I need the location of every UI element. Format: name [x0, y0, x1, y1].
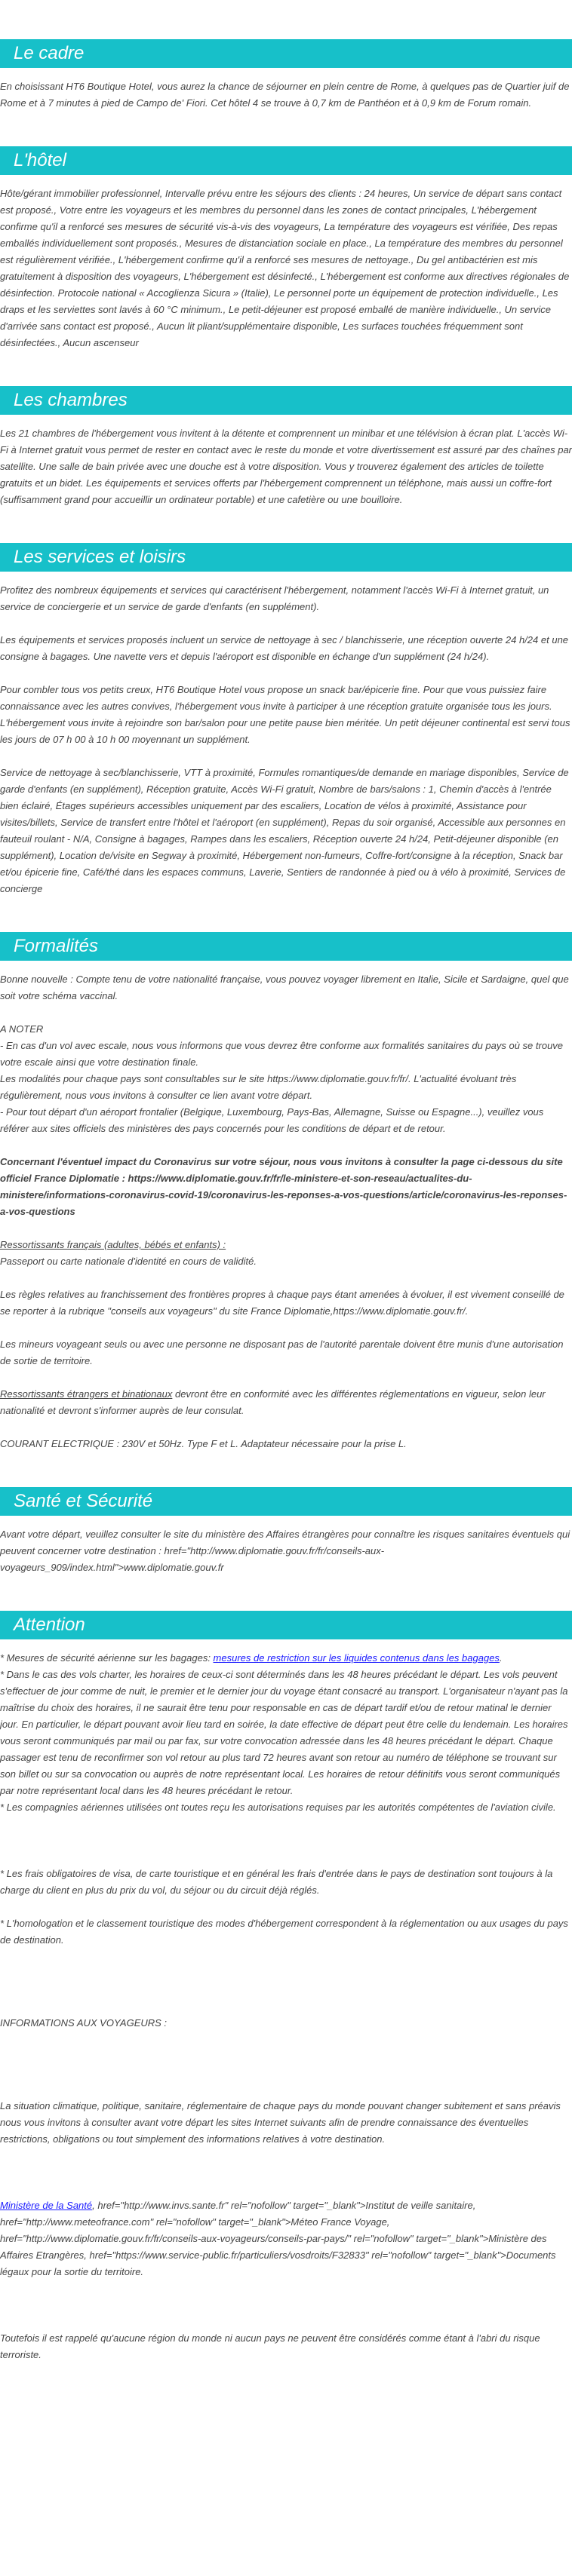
formalites-intro: Bonne nouvelle : Compte tenu de votre nationalité française, vous pouvez voyager librement en Italie, Sicile et Sardaigne, quel que soit votre schéma vaccinal.	[0, 974, 569, 1001]
situation-line-2: nous vous invitons à consulter avant votre départ les sites Internet suivants afin de prendre connaissance des éventuelles restrictions, obligations ou tout simplement des informations relatives à votre destination.	[0, 2117, 529, 2145]
formalites-note	[0, 1021, 572, 1137]
section-title-attention: Attention	[0, 1611, 572, 1639]
section-formalites	[0, 932, 572, 1452]
spacer	[0, 1832, 572, 1866]
attention-luggage	[0, 1650, 572, 1667]
french-nationals-heading: Ressortissants français (adultes, bébés et enfants) :	[0, 1239, 226, 1250]
services-paragraph-2: Les équipements et services proposés incluent un service de nettoyage à sec / blanchisserie, une réception ouverte 24 h/24 et une consigne à bagages. Une navette vers et depuis l'aéroport est disponible en échange d'un supplément (24 h/24).	[0, 634, 569, 662]
note-line-1: - En cas d'un vol avec escale, nous vous informons que vous devrez être conforme aux formalités sanitaires du pays où se trouve votre escale ainsi que votre destination finale.	[0, 1040, 564, 1068]
ministry-health-link[interactable]: Ministère de la Santé	[0, 2200, 93, 2211]
section-attention	[0, 1611, 572, 2363]
section-title-sante: Santé et Sécurité	[0, 1487, 572, 1516]
french-nationals	[0, 1237, 572, 1270]
foreign-nationals	[0, 1386, 572, 1419]
section-cadre	[0, 39, 572, 112]
liquids-restriction-link[interactable]: mesures de restriction sur les liquides contenus dans les bagages	[213, 1652, 500, 1664]
section-services	[0, 543, 572, 897]
section-title-hotel: L'hôtel	[0, 146, 572, 175]
minors-rules: Les mineurs voyageant seuls ou avec une personne ne disposant pas de l'autorité parentale doivent être munis d'une autorisation de sortie de territoire.	[0, 1339, 564, 1366]
border-rules: Les règles relatives au franchissement des frontières propres à chaque pays étant amenées à évoluer, il est vivement conseillé de se reporter à la rubrique "conseils aux voyageurs" du site France Diplomatie,https://www.diplomatie.gouv.fr/.	[0, 1289, 564, 1317]
spacer	[0, 1965, 572, 2015]
foreign-nationals-text: devront être en conformité avec les différentes réglementations en vigueur, selon leur nationalité et devront s'informer auprès de leur consulat.	[0, 1388, 546, 1416]
info-links	[0, 2197, 572, 2280]
attention-visa: * Les frais obligatoires de visa, de carte touristique et en général les frais d'entrée dans le pays de destination sont toujours à la charge du client en plus du prix du vol, du séjour ou du circuit déjà réglés.	[0, 1868, 553, 1896]
spacer	[0, 2297, 572, 2330]
section-sante	[0, 1487, 572, 1576]
french-nationals-text: Passeport ou carte nationale d'identité en cours de validité.	[0, 1256, 257, 1267]
section-title-formalites: Formalités	[0, 932, 572, 961]
cadre-text: En choisissant HT6 Boutique Hotel, vous aurez la chance de séjourner en plein centre de Rome, à quelques pas de Quartier juif de Rome et à 7 minutes à pied de Campo de' Fiori. Cet hôtel 4 se trouve à 0,7 km de Panthéon et à 0,9 km de Forum romain.	[0, 81, 570, 109]
info-links-text: , href="http://www.invs.sante.fr" rel="nofollow" target="_blank">Institut de veille sanitaire, href="http://www.meteofrance.com" rel="nofollow" target="_blank">Méteo France Voyage, href="http://www.diplomatie.gouv.fr/fr/conseils-aux-voyageurs/conseils-par-pays/" rel="nofollow" target="_blank">Ministère des Affaires Etrangères, href="https://www.service-public.fr/particuliers/vosdroits/F32833" rel="nofollow" target="_blank">Documents légaux pour la sortie du territoire.	[0, 2200, 556, 2277]
luggage-prefix: * Mesures de sécurité aérienne sur les bagages:	[0, 1652, 214, 1664]
note-label: A NOTER	[0, 1023, 44, 1035]
terror-risk: Toutefois il est rappelé qu'aucune région du monde ni aucun pays ne peuvent être considérés comme étant à l'abri du risque terroriste.	[0, 2332, 540, 2360]
spacer	[0, 2048, 572, 2098]
services-paragraph-4: Service de nettoyage à sec/blanchisserie, VTT à proximité, Formules romantiques/de demande en mariage disponibles, Service de garde d'enfants (en supplément), Réception gratuite, Accès Wi-Fi gratuit, Nombre de bars/salons : 1, Chemin d'accès à l'entrée bien éclairé, Étages supérieurs accessibles uniquement par des escaliers, Location de vélos à proximité, Assistance pour visites/billets, Service de transfert entre l'hôtel et l'aéroport (en supplément), Repas du soir organisé, Accessible aux personnes en fauteuil roulant - N/A, Consigne à bagages, Rampes dans les escaliers, Réception ouverte 24 h/24, Petit-déjeuner disponible (en supplément), Location de/visite en Segway à proximité, Hébergement non-fumeurs, Coffre-fort/consigne à la réception, Snack bar et/ou épicerie fine, Café/thé dans les espaces communs, Laverie, Sentiers de randonnée à pied ou à vélo à proximité, Services de concierge	[0, 767, 569, 894]
attention-classification: * L'homologation et le classement touristique des modes d'hébergement correspondent à la réglementation ou aux usages du pays de destination.	[0, 1918, 568, 1946]
section-hotel	[0, 146, 572, 351]
note-line-3: - Pour tout départ d'un aéroport frontalier (Belgique, Luxembourg, Pays-Bas, Allemagne, Suisse ou Espagne...), veuillez vous référer aux sites officiels des ministères des pays concernés pour les conditions de départ et de retour.	[0, 1106, 544, 1134]
section-chambres	[0, 386, 572, 508]
electric-current: COURANT ELECTRIQUE : 230V et 50Hz. Type F et L. Adaptateur nécessaire pour la prise L.	[0, 1438, 407, 1449]
spacer	[0, 2164, 572, 2197]
chambres-text: Les 21 chambres de l'hébergement vous invitent à la détente et comprennent un minibar et une télévision à écran plat. L'accès Wi-Fi à Internet gratuit vous permet de rester en contact avec le reste du monde et votre divertissement est assuré par des chaînes par satellite. Une salle de bain privée avec une douche est à votre disposition. Vous y trouverez également des articles de toilette gratuits et un bidet. Les équipements et services offerts par l'hébergement comprennent un téléphone, mais aussi un coffre-fort (suffisamment grand pour accueillir un ordinateur portable) et une cafetière ou une bouilloire.	[0, 428, 572, 505]
section-title-chambres: Les chambres	[0, 386, 572, 415]
foreign-nationals-heading: Ressortissants étrangers et binationaux	[0, 1388, 173, 1400]
section-title-services: Les services et loisirs	[0, 543, 572, 572]
luggage-suffix: .	[499, 1652, 503, 1664]
info-travelers-heading: INFORMATIONS AUX VOYAGEURS :	[0, 2017, 168, 2029]
attention-charter: * Dans le cas des vols charter, les horaires de ceux-ci sont déterminés dans les 48 heures précédant le départ. Les vols peuvent s'effectuer de jour comme de nuit, le premier et le dernier jour du voyage étant consacré au transport. L'organisateur n'ayant pas la maîtrise du choix des horaires, il ne saurait être tenu pour responsable en cas de départ tardif et/ou de retour matinal le dernier jour. En particulier, le départ pouvant avoir lieu tard en soirée, la date effective de départ peut être celle du lendemain. Les horaires vous seront communiqués par mail ou par fax, sur votre convocation adressée dans les 48 heures précédant le départ. Chaque passager est tenu de reconfirmer son vol retour au plus tard 72 heures avant son retour au numéro de téléphone se trouvant sur son billet ou sur sa convocation ou auprès de notre représentant local. Les horaires de retour définitifs vous seront communiqués par notre représentant local dans les 48 heures précédant le retour.	[0, 1669, 568, 1796]
covid-notice: Concernant l'éventuel impact du Coronavirus sur votre séjour, nous vous invitons à consulter la page ci-dessous du site officiel France Diplomatie : https://www.diplomatie.gouv.fr/fr/le-ministere-et-son-reseau/actualites-du-ministere/informations-coronavirus-covid-19/coronavirus-les-reponses-a-vos-questions/article/coronavirus-les-reponses-a-vos-questions	[0, 1156, 567, 1217]
services-paragraph-1: Profitez des nombreux équipements et services qui caractérisent l'hébergement, notamment l'accès Wi-Fi à Internet gratuit, un service de conciergerie et un service de garde d'enfants (en supplément).	[0, 584, 549, 612]
info-situation	[0, 2098, 572, 2148]
sante-text: Avant votre départ, veuillez consulter le site du ministère des Affaires étrangères pour connaître les risques sanitaires éventuels qui peuvent concerner votre destination : href="http://www.diplomatie.gouv.fr/fr/conseils-aux-voyageurs_909/index.html">www.diplomatie.gouv.fr	[0, 1529, 570, 1573]
hotel-text: Hôte/gérant immobilier professionnel, Intervalle prévu entre les séjours des clients : 24 heures, Un service de départ sans contact est proposé., Votre entre les voyageurs et les membres du personnel dans les zones de contact principales, L'hébergement confirme qu'il a renforcé ses mesures de sécurité vis-à-vis des voyageurs, La température des voyageurs est vérifiée, Des repas emballés individuellement sont proposés., Mesures de distanciation sociale en place., La température des membres du personnel est régulièrement vérifiée., L'hébergement confirme qu'il a renforcé ses mesures de nettoyage., Du gel antibactérien est mis gratuitement à disposition des voyageurs, L'hébergement est désinfecté., L'hébergement est conforme aux directives régionales de désinfection. Protocole national « Accoglienza Sicura » (Italie), Le personnel porte un équipement de protection individuelle., Les draps et les serviettes sont lavés à 60 °C minimum., Le petit-déjeuner est proposé emballé de manière individuelle., Un service d'arrivée sans contact est proposé., Aucun lit pliant/supplémentaire disponible, Les surfaces touchées fréquemment sont désinfectées., Aucun ascenseur	[0, 188, 570, 348]
services-paragraph-3: Pour combler tous vos petits creux, HT6 Boutique Hotel vous propose un snack bar/épicerie fine. Pour que vous puissiez faire connaissance avec les autres convives, l'hébergement vous invite à participer à une réception gratuite organisée tous les jours. L'hébergement vous invite à rejoindre son bar/salon pour une petite pause bien méritée. Un petit déjeuner continental est servi tous les jours de 07 h 00 à 10 h 00 moyennant un supplément.	[0, 684, 570, 745]
note-line-2: Les modalités pour chaque pays sont consultables sur le site https://www.diplomatie.gouv.fr/fr/. L'actualité évoluant très régulièrement, nous vous invitons à consulter ce lien avant votre départ.	[0, 1073, 517, 1101]
situation-line-1: La situation climatique, politique, sanitaire, réglementaire de chaque pays du monde pouvant changer subitement et sans préavis	[0, 2100, 561, 2111]
attention-airlines: * Les compagnies aériennes utilisées ont toutes reçu les autorisations requises par les autorités compétentes de l'aviation civile.	[0, 1802, 556, 1813]
section-title-cadre: Le cadre	[0, 39, 572, 68]
